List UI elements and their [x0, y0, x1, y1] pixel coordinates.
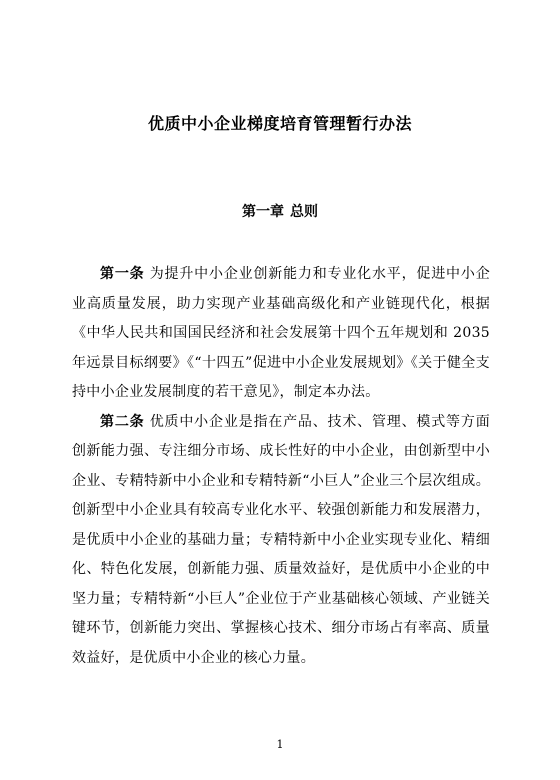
- chapter-number: 第一章: [242, 204, 284, 220]
- article-text: 优质中小企业是指在产品、技术、管理、模式等方面创新能力强、专注细分市场、成长性好的中小企业，由创新型中小企业、专精特新中小企业和专精特新“小巨人”企业三个层次组成。创新型中小企业具有较高专业化水平、较强创新能力和发展潜力，是优质中小企业的基础力量；专精特新中小企业实现专业化、精细化、特色化发展，创新能力强、质量效益好，是优质中小企业的中坚力量；专精特新“小巨人”企业位于产业基础核心领域、产业链关键环节，创新能力突出、掌握核心技术、细分市场占有率高、质量效益好，是优质中小企业的核心力量。: [72, 413, 490, 666]
- page-number: 1: [276, 738, 284, 751]
- article-paragraph: [72, 408, 490, 674]
- article-label: 第二条: [100, 413, 145, 430]
- article-text: 为提升中小企业创新能力和专业化水平，促进中小企业高质量发展，助力实现产业基础高级化和产业链现代化，根据《中华人民共和国国民经济和社会发展第十四个五年规划和 2035 年远景目标纲要》《“十四五”促进中小企业发展规划》《关于健全支持中小企业发展制度的若干意见》，制定本办法。: [72, 266, 490, 400]
- article-paragraph: [72, 260, 490, 408]
- document-title: 优质中小企业梯度培育管理暂行办法: [147, 114, 412, 133]
- chapter-heading: [0, 202, 560, 222]
- chapter-name: 总则: [290, 204, 318, 220]
- article-label: 第一条: [100, 266, 145, 282]
- document-body: [72, 260, 490, 673]
